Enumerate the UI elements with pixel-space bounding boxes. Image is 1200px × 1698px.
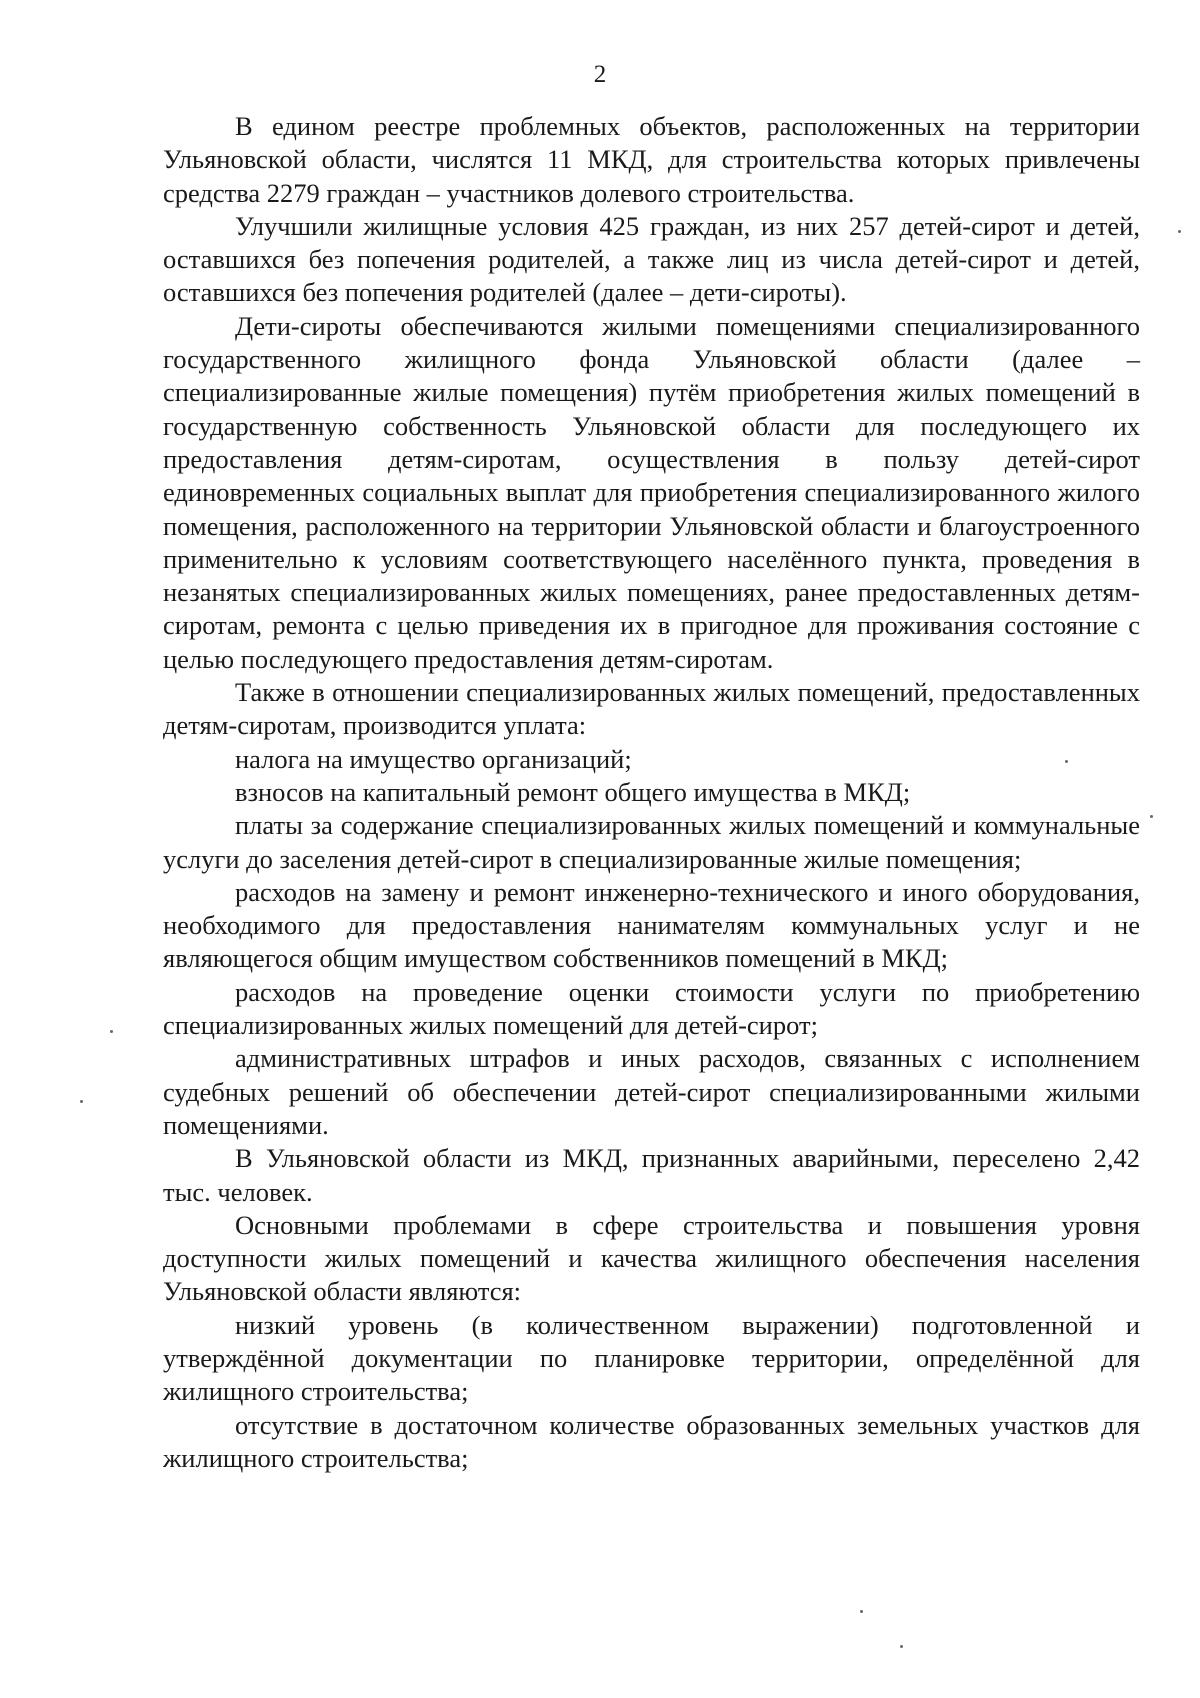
scan-speck — [1065, 760, 1068, 763]
list-item-valuation: расходов на проведение оценки стоимости услуги по приобретению специализированных жилых помещений для детей-сирот; — [163, 976, 1140, 1041]
paragraph-main-problems: Основными проблемами в сфере строительства и повышения уровня доступности жилых помещений и качества жилищного обеспечения населения Ульяновской области являются: — [163, 1209, 1140, 1307]
list-item-maintenance-fee: платы за содержание специализированных жилых помещений и коммунальные услуги до заселения детей-сирот в специализированные жилые помещения; — [163, 810, 1140, 874]
list-item-property-tax: налога на имущество организаций; — [235, 743, 632, 774]
document-body — [163, 110, 1140, 1475]
scan-speck — [1150, 815, 1153, 818]
paragraph-payments-intro: Также в отношении специализированных жилых помещений, предоставленных детям-сиротам, производится уплата: — [163, 677, 1140, 741]
scan-speck — [110, 1030, 113, 1033]
scan-speck — [80, 1100, 83, 1103]
scan-speck — [860, 1610, 863, 1613]
list-item-equipment-repair: расходов на замену и ремонт инженерно-технического и иного оборудования, необходимого для предоставления нанимателям коммунальных услуг и не являющегося общим имуществом собственников помещений в МКД; — [163, 876, 1140, 974]
list-item-planning-documentation: низкий уровень (в количественном выражении) подготовленной и утверждённой документации по планировке территории, определённой для жилищного строительства; — [163, 1309, 1140, 1407]
paragraph-problem-objects: В едином реестре проблемных объектов, расположенных на территории Ульяновской области, числятся 11 МКД, для строительства которых привлечены средства 2279 граждан – участников долевого строительства. — [163, 111, 1140, 208]
scan-speck — [1178, 230, 1181, 233]
scan-speck — [900, 1645, 903, 1648]
paragraph-housing-improved: Улучшили жилищные условия 425 граждан, из них 257 детей-сирот и детей, оставшихся без попечения родителей, а также лиц из числа детей-сирот и детей, оставшихся без попечения родителей (далее – дети-сироты). — [163, 210, 1140, 308]
list-item-capital-repair: взносов на капитальный ремонт общего имущества в МКД; — [235, 776, 911, 807]
page-number: 2 — [593, 61, 607, 88]
list-item-fines: административных штрафов и иных расходов, связанных с исполнением судебных решений об обеспечении детей-сирот специализированными жилыми помещениями. — [163, 1043, 1140, 1140]
paragraph-resettlement: В Ульяновской области из МКД, признанных аварийными, переселено 2,42 тыс. человек. — [163, 1143, 1140, 1207]
paragraph-orphans-housing: Дети-сироты обеспечиваются жилыми помещениями специализированного государственного жилищного фонда Ульяновской области (далее – специализированные жилые помещения) путём приобретения жилых помещений в государственную собственность Ульяновской области для последующего их предоставления детям-сиротам, осуществления в пользу детей-сирот единовременных социальных выплат для приобретения специализированного жилого помещения, расположенного на территории Ульяновской области и благоустроенного применительно к условиям соответствующего населённого пункта, проведения в незанятых специализированных жилых помещениях, ранее предоставленных детям-сиротам, ремонта с целью приведения их в пригодное для проживания состояние с целью последующего предоставления детям-сиротам. — [163, 310, 1140, 674]
list-item-land-plots: отсутствие в достаточном количестве образованных земельных участков для жилищного строительства; — [163, 1409, 1140, 1473]
